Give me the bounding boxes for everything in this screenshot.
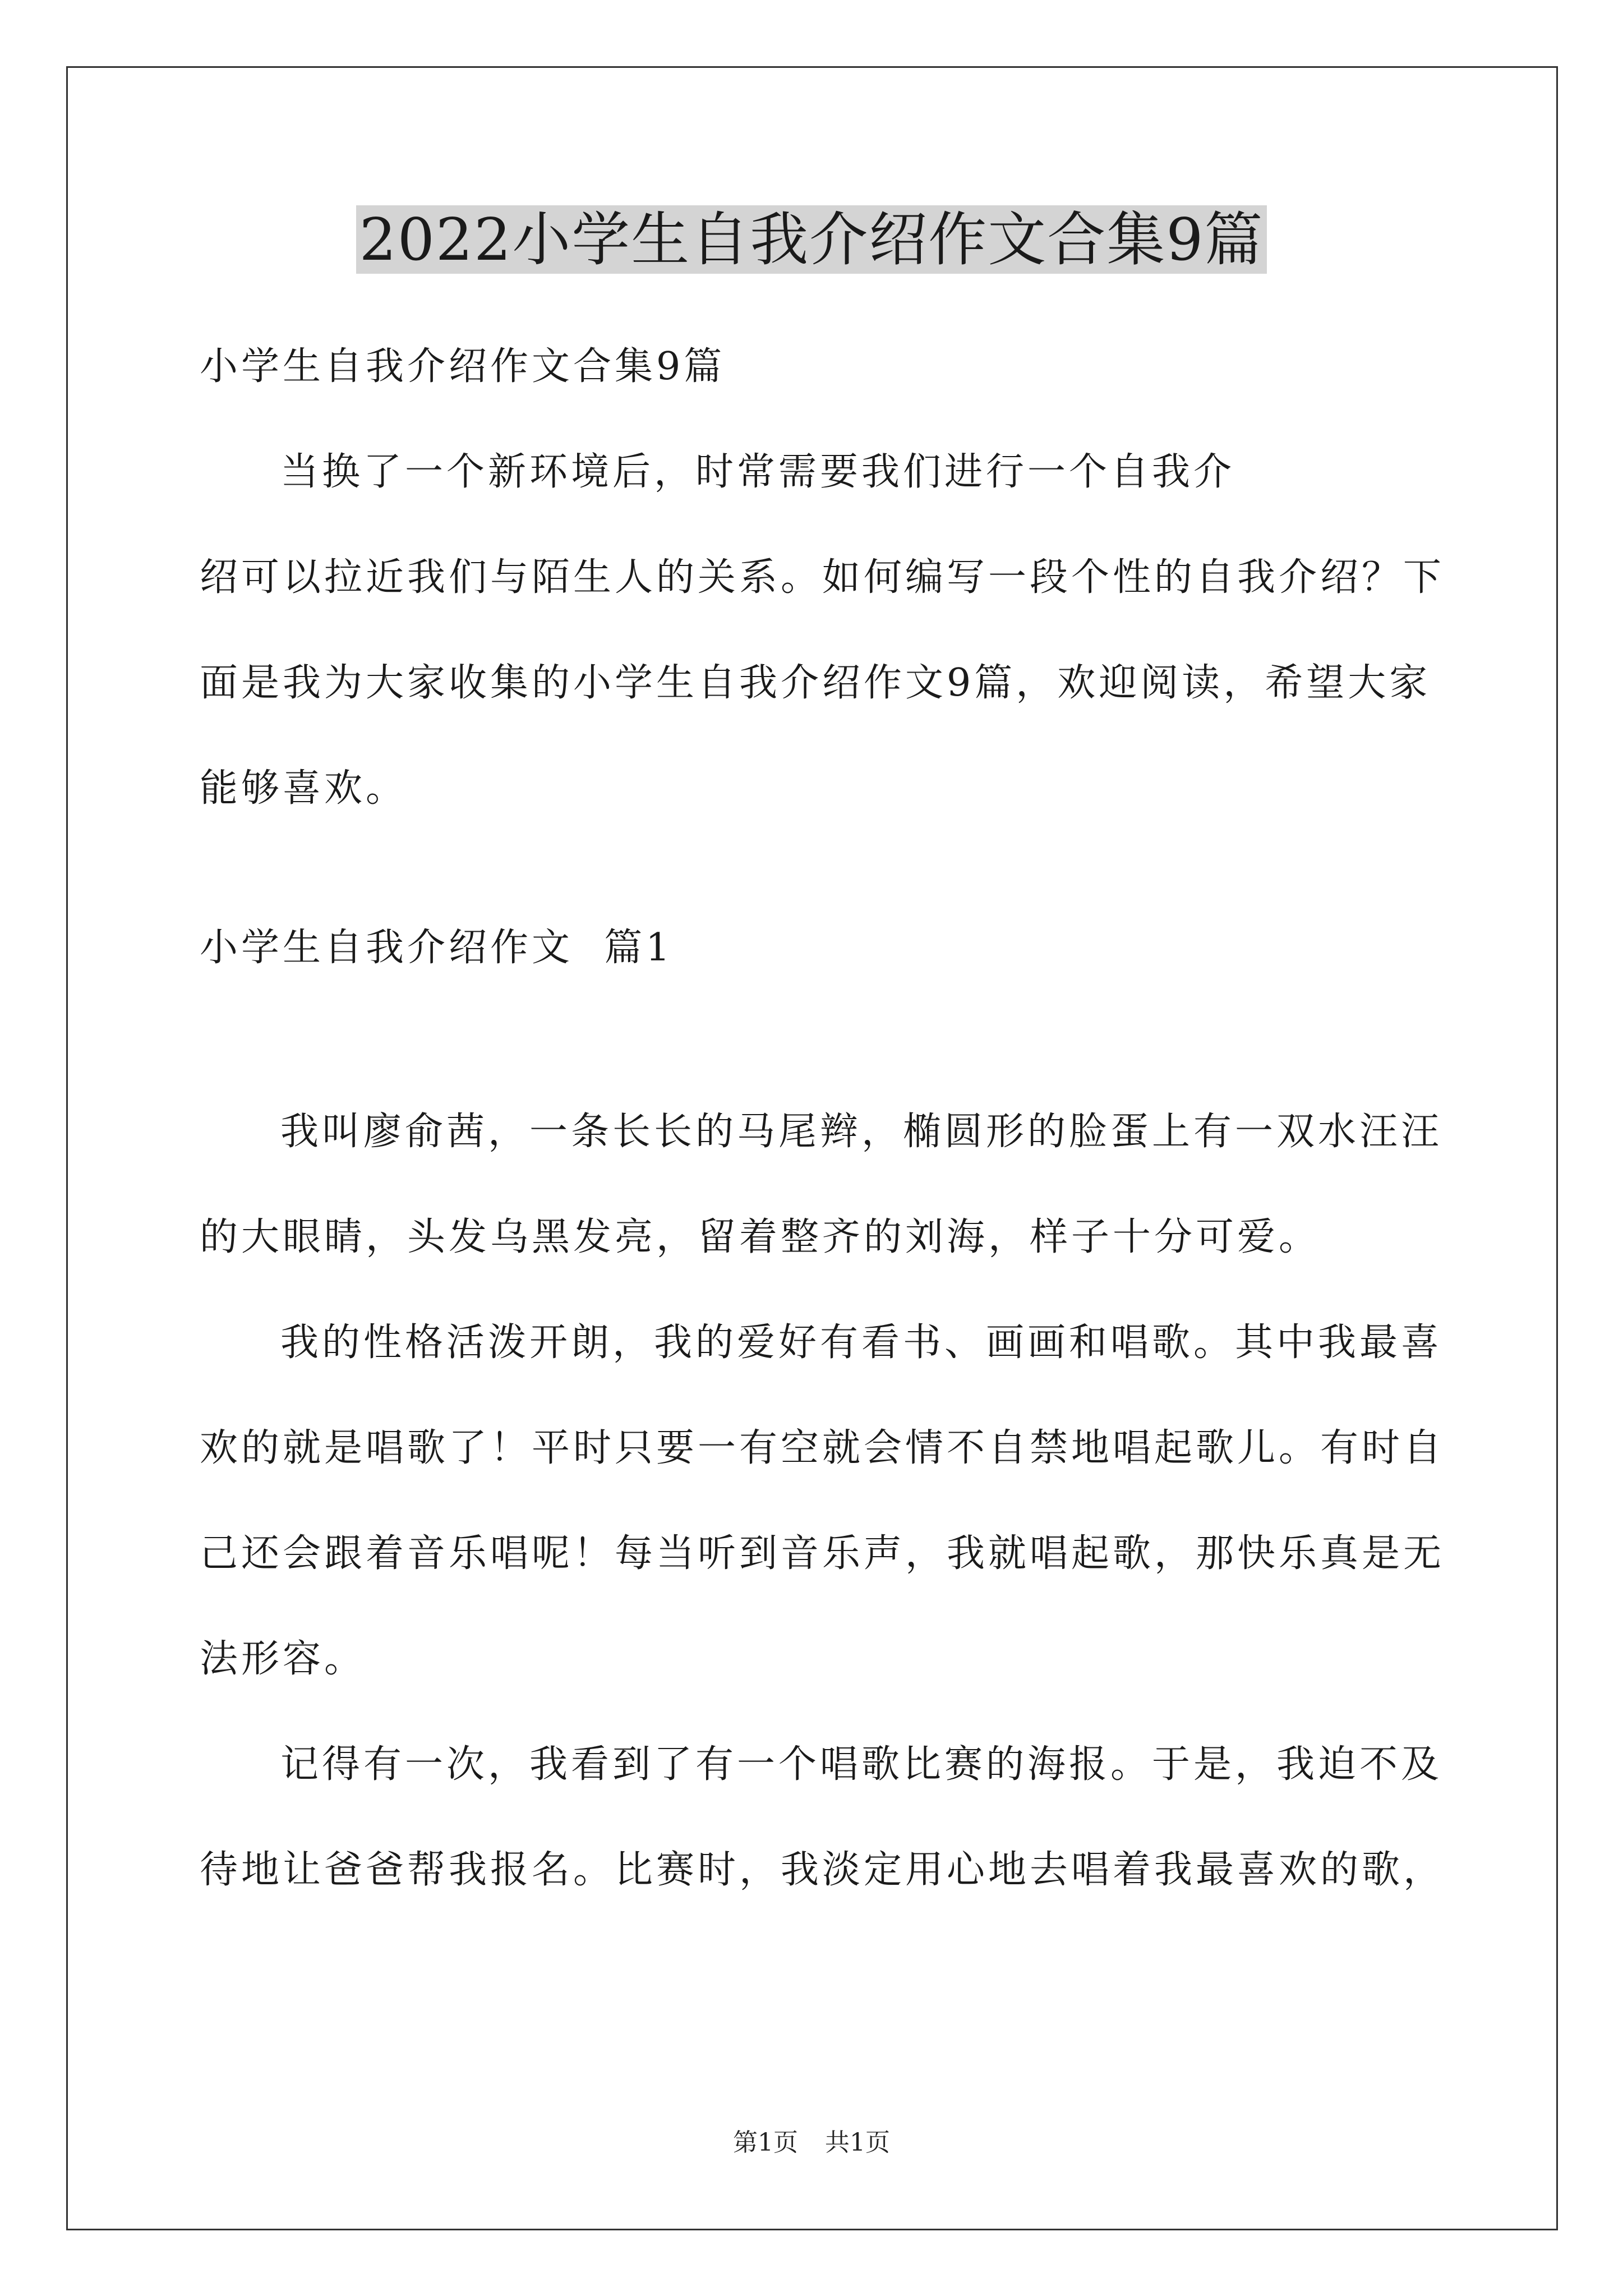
page-number-current: 第1页	[733, 2128, 798, 2157]
paragraph-line: 记得有一次，我看到了有一个唱歌比赛的海报。于是，我迫不及	[280, 1742, 1443, 1787]
intro-line: 能够喜欢。	[200, 766, 408, 811]
spacer	[200, 841, 1428, 895]
intro-paragraph	[200, 420, 1445, 841]
intro-line: 面是我为大家收集的小学生自我介绍作文9篇，欢迎阅读，希望大家	[200, 661, 1431, 705]
document-title-text: 2022小学生自我介绍作文合集9篇	[356, 205, 1267, 274]
paragraph-line: 法形容。	[200, 1637, 366, 1681]
paragraph-2	[200, 1290, 1445, 1712]
page-footer	[0, 2126, 1623, 2160]
document-title	[0, 203, 1623, 276]
paragraph-3	[200, 1712, 1445, 1923]
paragraph-line: 待地让爸爸帮我报名。比赛时，我淡定用心地去唱着我最喜欢的歌，	[200, 1848, 1445, 1892]
paragraph-line: 我的性格活泼开朗，我的爱好有看书、画画和唱歌。其中我最喜	[280, 1320, 1443, 1365]
intro-line: 绍可以拉近我们与陌生人的关系。如何编写一段个性的自我介绍？下	[200, 555, 1445, 600]
spacer	[200, 1001, 1428, 1079]
page-number-total: 共1页	[825, 2128, 890, 2157]
section-heading: 小学生自我介绍作文 篇1	[200, 926, 674, 970]
paragraph-line: 欢的就是唱歌了！平时只要一有空就会情不自禁地唱起歌儿。有时自	[200, 1426, 1445, 1470]
document-subtitle: 小学生自我介绍作文合集9篇	[200, 344, 726, 389]
paragraph-1	[200, 1079, 1443, 1290]
paragraph-line: 我叫廖俞茜，一条长长的马尾辫，椭圆形的脸蛋上有一双水汪汪	[280, 1110, 1443, 1154]
paragraph-line: 的大眼睛，头发乌黑发亮，留着整齐的刘海，样子十分可爱。	[200, 1215, 1321, 1259]
document-body	[200, 314, 1445, 1923]
paragraph-line: 己还会跟着音乐唱呢！每当听到音乐声，我就唱起歌，那快乐真是无	[200, 1531, 1445, 1576]
intro-line: 当换了一个新环境后，时常需要我们进行一个自我介	[280, 450, 1235, 494]
